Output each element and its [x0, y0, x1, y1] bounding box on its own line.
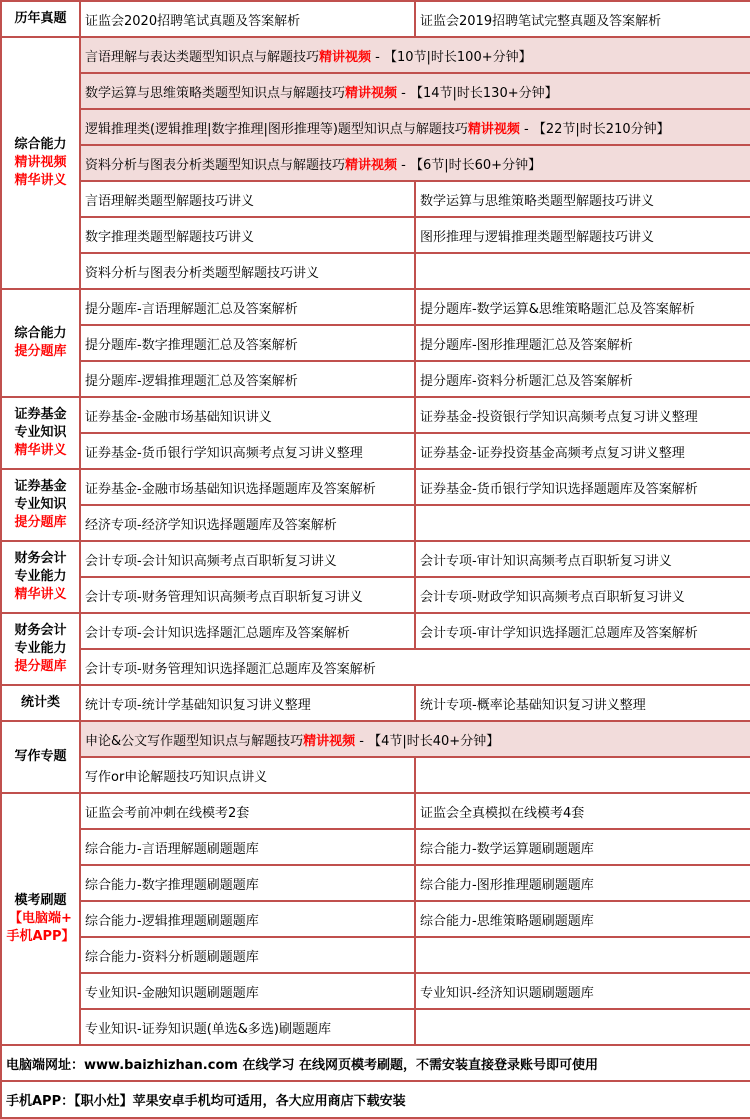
notes-item[interactable]: 图形推理与逻辑推理类题型解题技巧讲义	[415, 217, 750, 253]
writing-notes-item[interactable]: 写作or申论解题技巧知识点讲义	[80, 757, 415, 793]
securities-bank-item[interactable]: 证券基金-金融市场基础知识选择题题库及答案解析	[80, 469, 415, 505]
finance-notes-item[interactable]: 会计专项-财务管理知识高频考点百职斩复习讲义	[80, 577, 415, 613]
finance-bank-item[interactable]: 会计专项-会计知识选择题汇总题库及答案解析	[80, 613, 415, 649]
finance-bank-item[interactable]: 会计专项-财务管理知识选择题汇总题库及答案解析	[80, 649, 750, 685]
video-item[interactable]: 言语理解与表达类题型知识点与解题技巧精讲视频 - 【10节|时长100+分钟】	[80, 37, 750, 73]
category-comprehensive-bank: 综合能力 提分题库	[1, 289, 80, 397]
category-finance-notes: 财务会计 专业能力 精华讲义	[1, 541, 80, 613]
finance-notes-item[interactable]: 会计专项-会计知识高频考点百职斩复习讲义	[80, 541, 415, 577]
notes-item[interactable]: 言语理解类题型解题技巧讲义	[80, 181, 415, 217]
category-securities-bank: 证券基金 专业知识 提分题库	[1, 469, 80, 541]
securities-notes-item[interactable]: 证券基金-货币银行学知识高频考点复习讲义整理	[80, 433, 415, 469]
category-history: 历年真题	[1, 1, 80, 37]
video-item[interactable]: 逻辑推理类(逻辑推理|数字推理|图形推理等)题型知识点与解题技巧精讲视频 - 【22节|时长210分钟】	[80, 109, 750, 145]
mock-item[interactable]: 综合能力-数字推理题刷题题库	[80, 865, 415, 901]
mock-item[interactable]: 证监会全真模拟在线模考4套	[415, 793, 750, 829]
footer-app: 手机APP：【职小灶】苹果安卓手机均可适用，各大应用商店下载安装	[1, 1081, 750, 1118]
history-item[interactable]: 证监会2020招聘笔试真题及答案解析	[80, 1, 415, 37]
notes-item[interactable]: 数字推理类题型解题技巧讲义	[80, 217, 415, 253]
empty-cell	[415, 505, 750, 541]
bank-item[interactable]: 提分题库-言语理解题汇总及答案解析	[80, 289, 415, 325]
bank-item[interactable]: 提分题库-图形推理题汇总及答案解析	[415, 325, 750, 361]
empty-cell	[415, 1009, 750, 1045]
bank-item[interactable]: 提分题库-资料分析题汇总及答案解析	[415, 361, 750, 397]
securities-notes-item[interactable]: 证券基金-证券投资基金高频考点复习讲义整理	[415, 433, 750, 469]
bank-item[interactable]: 提分题库-逻辑推理题汇总及答案解析	[80, 361, 415, 397]
bank-item[interactable]: 提分题库-数学运算&思维策略题汇总及答案解析	[415, 289, 750, 325]
bank-item[interactable]: 提分题库-数字推理题汇总及答案解析	[80, 325, 415, 361]
category-mock: 模考刷题 【电脑端+ 手机APP】	[1, 793, 80, 1045]
mock-item[interactable]: 综合能力-言语理解题刷题题库	[80, 829, 415, 865]
mock-item[interactable]: 专业知识-金融知识题刷题题库	[80, 973, 415, 1009]
category-securities-notes: 证券基金 专业知识 精华讲义	[1, 397, 80, 469]
securities-bank-item[interactable]: 证券基金-货币银行学知识选择题题库及答案解析	[415, 469, 750, 505]
mock-item[interactable]: 综合能力-资料分析题刷题题库	[80, 937, 415, 973]
finance-bank-item[interactable]: 会计专项-审计学知识选择题汇总题库及答案解析	[415, 613, 750, 649]
category-comprehensive-video: 综合能力 精讲视频 精华讲义	[1, 37, 80, 289]
mock-item[interactable]: 综合能力-思维策略题刷题题库	[415, 901, 750, 937]
securities-notes-item[interactable]: 证券基金-投资银行学知识高频考点复习讲义整理	[415, 397, 750, 433]
category-statistics: 统计类	[1, 685, 80, 721]
mock-item[interactable]: 证监会考前冲刺在线模考2套	[80, 793, 415, 829]
empty-cell	[415, 757, 750, 793]
empty-cell	[415, 937, 750, 973]
statistics-item[interactable]: 统计专项-概率论基础知识复习讲义整理	[415, 685, 750, 721]
notes-item[interactable]: 数学运算与思维策略类题型解题技巧讲义	[415, 181, 750, 217]
mock-item[interactable]: 综合能力-图形推理题刷题题库	[415, 865, 750, 901]
category-writing: 写作专题	[1, 721, 80, 793]
notes-item[interactable]: 资料分析与图表分析类题型解题技巧讲义	[80, 253, 415, 289]
video-item[interactable]: 申论&公文写作题型知识点与解题技巧精讲视频 - 【4节|时长40+分钟】	[80, 721, 750, 757]
mock-item[interactable]: 专业知识-经济知识题刷题题库	[415, 973, 750, 1009]
mock-item[interactable]: 综合能力-逻辑推理题刷题题库	[80, 901, 415, 937]
category-finance-bank: 财务会计 专业能力 提分题库	[1, 613, 80, 685]
empty-cell	[415, 253, 750, 289]
history-item[interactable]: 证监会2019招聘笔试完整真题及答案解析	[415, 1, 750, 37]
footer-website[interactable]: 电脑端网址：www.baizhizhan.com 在线学习 在线网页模考刷题，不需安装直接登录账号即可使用	[1, 1045, 750, 1081]
video-item[interactable]: 资料分析与图表分析类题型知识点与解题技巧精讲视频 - 【6节|时长60+分钟】	[80, 145, 750, 181]
mock-item[interactable]: 综合能力-数学运算题刷题题库	[415, 829, 750, 865]
video-item[interactable]: 数学运算与思维策略类题型知识点与解题技巧精讲视频 - 【14节|时长130+分钟】	[80, 73, 750, 109]
mock-item[interactable]: 专业知识-证券知识题(单选&多选)刷题题库	[80, 1009, 415, 1045]
finance-notes-item[interactable]: 会计专项-审计知识高频考点百职斩复习讲义	[415, 541, 750, 577]
securities-bank-item[interactable]: 经济专项-经济学知识选择题题库及答案解析	[80, 505, 415, 541]
securities-notes-item[interactable]: 证券基金-金融市场基础知识讲义	[80, 397, 415, 433]
statistics-item[interactable]: 统计专项-统计学基础知识复习讲义整理	[80, 685, 415, 721]
finance-notes-item[interactable]: 会计专项-财政学知识高频考点百职斩复习讲义	[415, 577, 750, 613]
